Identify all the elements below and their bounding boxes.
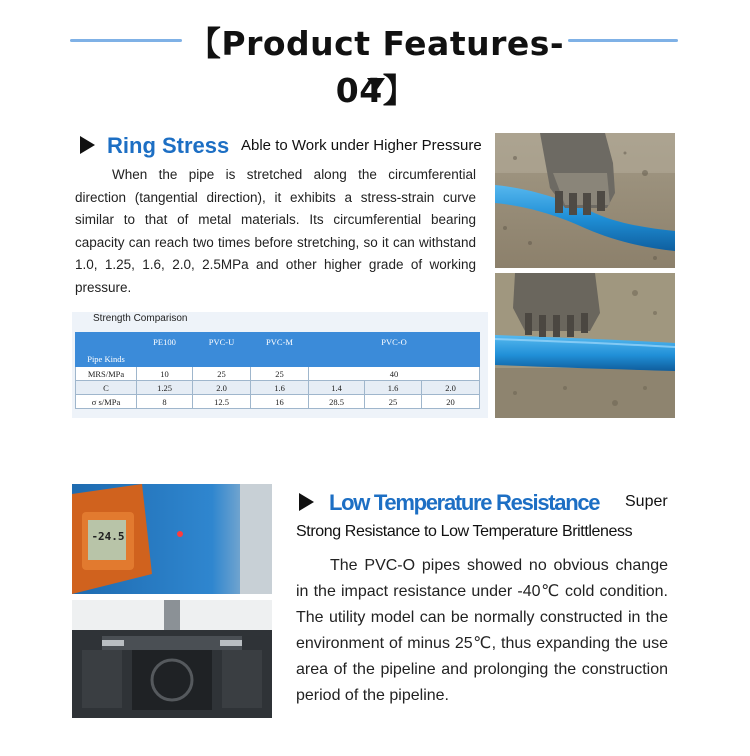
table-cell: C <box>76 381 137 395</box>
low-temp-subtitle-b: Strong Resistance to Low Temperature Brittleness <box>296 523 633 540</box>
ring-stress-title: Ring Stress <box>107 133 230 158</box>
table-cell: 25 <box>193 367 251 381</box>
table-cell: 16 <box>251 395 309 409</box>
table-header-cell: PVC-O <box>309 333 480 367</box>
excavator-pipe-photo-bottom <box>495 273 675 418</box>
table-cell: 1.25 <box>137 381 193 395</box>
table-cell: 28.5 <box>309 395 365 409</box>
ring-stress-subtitle: Able to Work under Higher Pressure <box>241 137 482 154</box>
chevron-down-icon <box>367 78 385 91</box>
table-cell: σ s/MPa <box>76 395 137 409</box>
thermometer-photo <box>72 484 272 594</box>
excavator-pipe-photo-top <box>495 133 675 268</box>
table-header-cell: PVC-U <box>193 333 251 367</box>
table-cell: 12.5 <box>193 395 251 409</box>
table-cell: 8 <box>137 395 193 409</box>
table-header-cell: PVC-M <box>251 333 309 367</box>
thermometer-reading: -24.5 <box>91 530 125 543</box>
triangle-bullet-icon <box>299 493 314 511</box>
table-row <box>76 381 480 395</box>
table-cell: MRS/MPa <box>76 367 137 381</box>
table-cell: 1.6 <box>251 381 309 395</box>
table-cell: 25 <box>251 367 309 381</box>
table-cell: 2.0 <box>422 381 480 395</box>
triangle-bullet-icon <box>80 136 95 154</box>
header-line-right <box>568 39 678 42</box>
table-caption: Strength Comparison <box>93 313 188 324</box>
low-temp-subtitle-a: Super <box>625 493 668 510</box>
table-cell: 1.6 <box>365 381 422 395</box>
strength-comparison-table <box>75 332 480 409</box>
table-header-cell: Pipe Kinds <box>76 333 137 367</box>
table-header-cell: PE100 <box>137 333 193 367</box>
low-temp-body: The PVC-O pipes showed no obvious change in the impact resistance under -40℃ cold condition. The utility model can be normally constructed in the environment of minus 25℃, thus expanding the use area of the pipeline and prolonging the construction period of the pipeline. <box>296 557 668 704</box>
table-row <box>76 367 480 381</box>
table-cell: 20 <box>422 395 480 409</box>
header-line-left <box>70 39 182 42</box>
ring-stress-body: When the pipe is stretched along the circumferential direction (tangential direction), it exhibits a stress-strain curve similar to that of metal materials. Its circumferential bearing capacity can reach two times before stretching, so it can withstand 1.0, 1.25, 1.6, 2.0, 2.5MPa and other higher grade of working pressure. <box>75 167 476 295</box>
table-header-row <box>76 333 480 367</box>
table-cell: 25 <box>365 395 422 409</box>
table-row <box>76 395 480 409</box>
table-cell: 1.4 <box>309 381 365 395</box>
table-cell: 2.0 <box>193 381 251 395</box>
low-temp-title: Low Temperature Resistance <box>329 490 600 515</box>
table-cell: 40 <box>309 367 480 381</box>
impact-test-machine-photo <box>72 600 272 718</box>
table-cell: 10 <box>137 367 193 381</box>
page-title: 【Product Features-04】 <box>187 24 565 110</box>
